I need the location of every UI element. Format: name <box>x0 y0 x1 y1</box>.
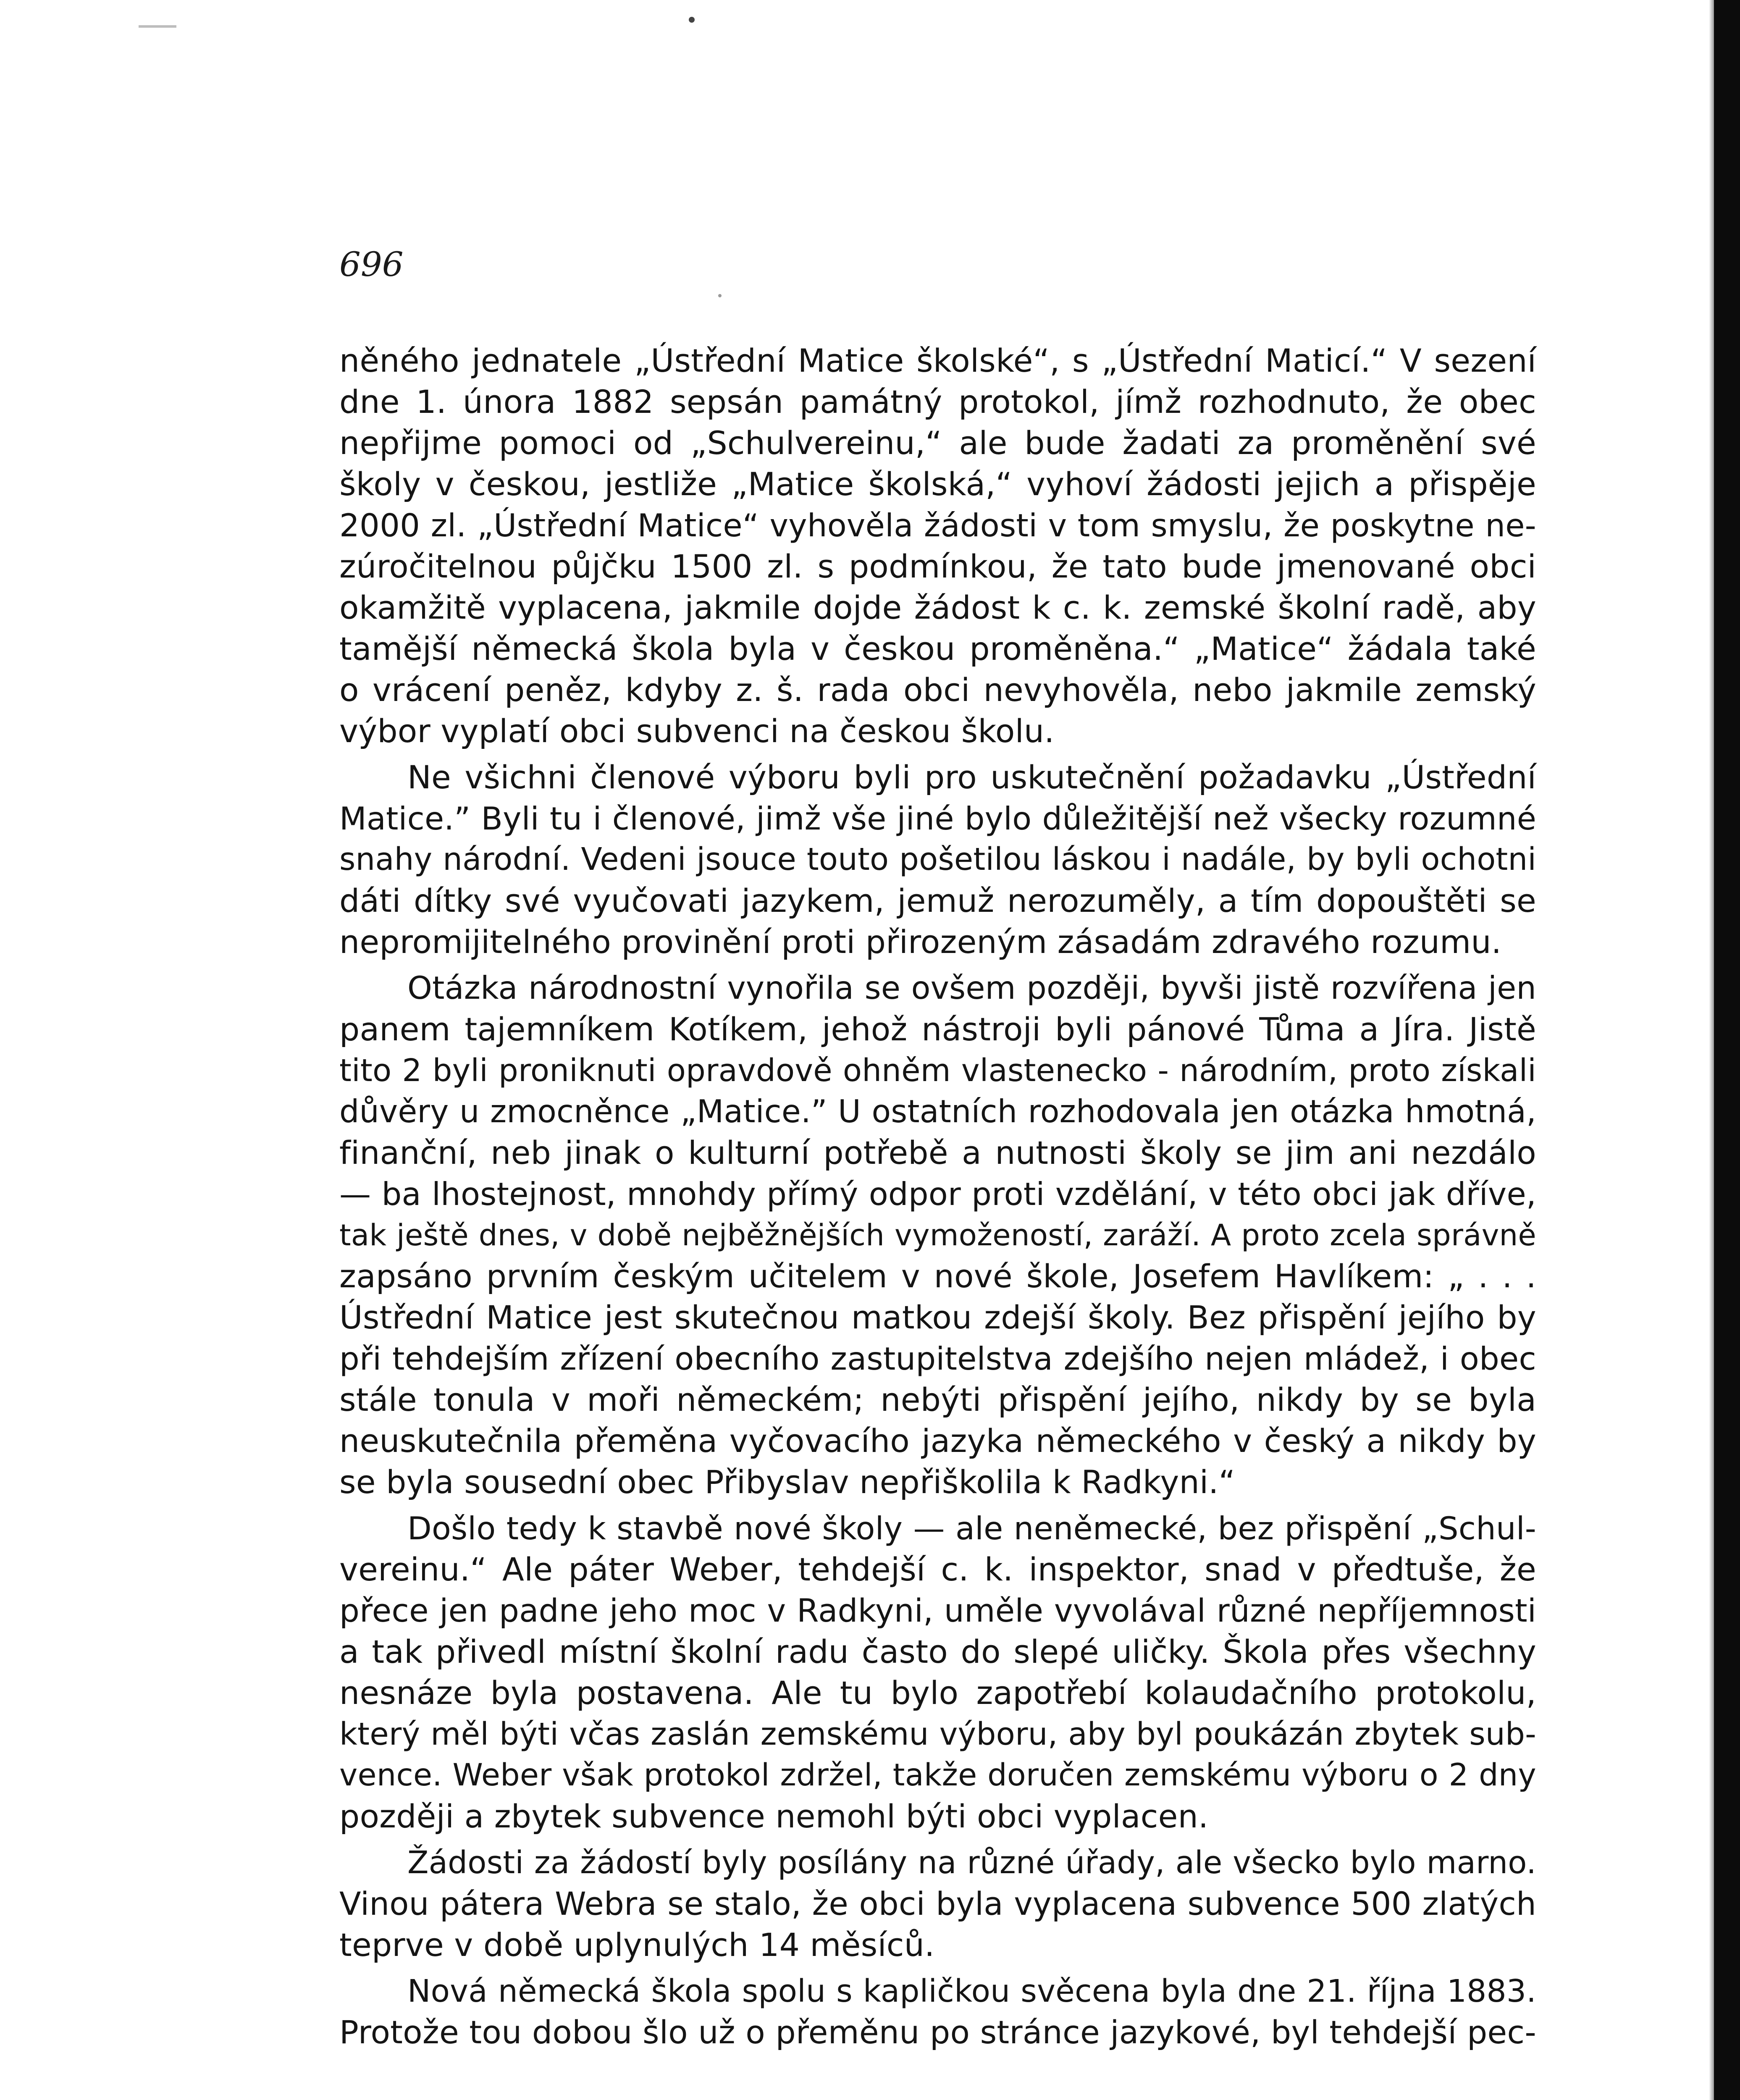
text-line: tamější německá škola byla v českou proměněna.“ „Matice“ žádala také <box>339 630 1536 667</box>
paragraph <box>339 1842 1536 1966</box>
scan-mark <box>139 25 176 28</box>
text-line: o vrácení peněz, kdyby z. š. rada obci nevyhověla, nebo jakmile zemský <box>339 671 1536 709</box>
text-line: nepřijme pomoci od „Schulvereinu,“ ale bude žadati za proměnění své <box>339 424 1536 462</box>
text-line: důvěry u zmocněnce „Matice.” U ostatních rozhodovala jen otázka hmotná, <box>339 1093 1536 1130</box>
text-line: stále tonula v moři německém; nebýti přispění jejího, nikdy by se byla <box>339 1381 1536 1418</box>
text-line: nepromijitelného provinění proti přirozeným zásadám zdravého rozumu. <box>339 923 1502 961</box>
paragraph <box>339 1971 1536 2053</box>
text-line: Nová německá škola spolu s kapličkou svěcena byla dne 21. října 1883. <box>407 1973 1536 2009</box>
text-line: Ústřední Matice jest skutečnou matkou zdejší školy. Bez přispění jejího by <box>339 1299 1536 1336</box>
text-line: se byla sousední obec Přibyslav nepřiškolila k Radkyni.“ <box>339 1463 1236 1501</box>
text-line: 2000 zl. „Ústřední Matice“ vyhověla žádosti v tom smyslu, že poskytne ne- <box>339 507 1536 544</box>
text-line: — ba lhostejnost, mnohdy přímý odpor proti vzdělání, v této obci jak dříve, <box>339 1176 1536 1213</box>
scan-border <box>1714 0 1740 2100</box>
text-line: Otázka národnostní vynořila se ovšem později, byvši jistě rozvířena jen <box>407 970 1536 1006</box>
paragraph <box>339 757 1536 963</box>
text-line: Žádosti za žádostí byly posílány na různé úřady, ale všecko bylo marno. <box>407 1845 1536 1881</box>
paragraph <box>339 340 1536 752</box>
text-line: panem tajemníkem Kotíkem, jehož nástroji byli pánové Tůma a Jíra. Jistě <box>339 1011 1536 1048</box>
text-line: snahy národní. Vedeni jsouce touto pošetilou láskou i nadále, by byli ochotni <box>339 842 1536 877</box>
text-line: vence. Weber však protokol zdržel, takže doručen zemskému výboru o 2 dny <box>339 1757 1536 1793</box>
text-line: vereinu.“ Ale páter Weber, tehdejší c. k. inspektor, snad v předtuše, že <box>339 1551 1536 1588</box>
text-line: při tehdejším zřízení obecního zastupitelstva zdejšího nejen mládež, i obec <box>339 1340 1536 1377</box>
scan-speck <box>689 17 695 23</box>
text-line: přece jen padne jeho moc v Radkyni, uměle vyvolával různé nepříjemnosti <box>339 1592 1536 1629</box>
text-line: tak ještě dnes, v době nejběžnějších vymožeností, zaráží. A proto zcela správně <box>339 1218 1536 1252</box>
text-line: Ne všichni členové výboru byli pro uskutečnění požadavku „Ústřední <box>407 759 1536 796</box>
text-line: nesnáze byla postavena. Ale tu bylo zapotřebí kolaudačního protokolu, <box>339 1674 1536 1712</box>
paragraph <box>339 1508 1536 1837</box>
scan-speck <box>718 294 722 297</box>
text-line: finanční, neb jinak o kulturní potřebě a nutnosti školy se jim ani nezdálo <box>339 1134 1536 1171</box>
text-line: Došlo tedy k stavbě nové školy — ale neněmecké, bez přispění „Schul- <box>407 1510 1536 1547</box>
text-line: teprve v době uplynulých 14 měsíců. <box>339 1926 935 1964</box>
text-line: tito 2 byli proniknuti opravdově ohněm vlastenecko - národním, proto získali <box>339 1053 1536 1089</box>
body-text <box>339 340 1536 2058</box>
text-line: později a zbytek subvence nemohl býti obci vyplacen. <box>339 1798 1209 1835</box>
text-line: a tak přivedl místní školní radu často do slepé uličky. Škola přes všechny <box>339 1633 1536 1670</box>
text-line: který měl býti včas zaslán zemskému výboru, aby byl poukázán zbytek sub- <box>339 1716 1536 1752</box>
text-line: dáti dítky své vyučovati jazykem, jemuž nerozuměly, a tím dopouštěti se <box>339 882 1536 919</box>
text-line: Matice.” Byli tu i členové, jimž vše jiné bylo důležitější než všecky rozumné <box>339 800 1536 837</box>
text-line: Vinou pátera Webra se stalo, že obci byla vyplacena subvence 500 zlatých <box>339 1885 1536 1922</box>
text-line: zapsáno prvním českým učitelem v nové škole, Josefem Havlíkem: „ . . . <box>339 1257 1536 1295</box>
text-line: výbor vyplatí obci subvenci na českou školu. <box>339 712 1055 750</box>
scan-shadow <box>1709 0 1714 2100</box>
text-line: něného jednatele „Ústřední Matice školské“, s „Ústřední Maticí.“ V sezení <box>339 342 1536 379</box>
paragraph <box>339 968 1536 1503</box>
text-line: neuskutečnila přeměna vyčovacího jazyka německého v český a nikdy by <box>339 1422 1536 1460</box>
page-number: 696 <box>339 245 404 284</box>
text-line: Protože tou dobou šlo už o přeměnu po stránce jazykové, byl tehdejší pec- <box>339 2013 1536 2051</box>
text-line: dne 1. února 1882 sepsán památný protokol, jímž rozhodnuto, že obec <box>339 383 1536 420</box>
text-line: školy v českou, jestliže „Matice školská,“ vyhoví žádosti jejich a přispěje <box>339 465 1536 503</box>
text-line: okamžitě vyplacena, jakmile dojde žádost k c. k. zemské školní radě, aby <box>339 589 1536 626</box>
text-line: zúročitelnou půjčku 1500 zl. s podmínkou, že tato bude jmenované obci <box>339 548 1536 585</box>
